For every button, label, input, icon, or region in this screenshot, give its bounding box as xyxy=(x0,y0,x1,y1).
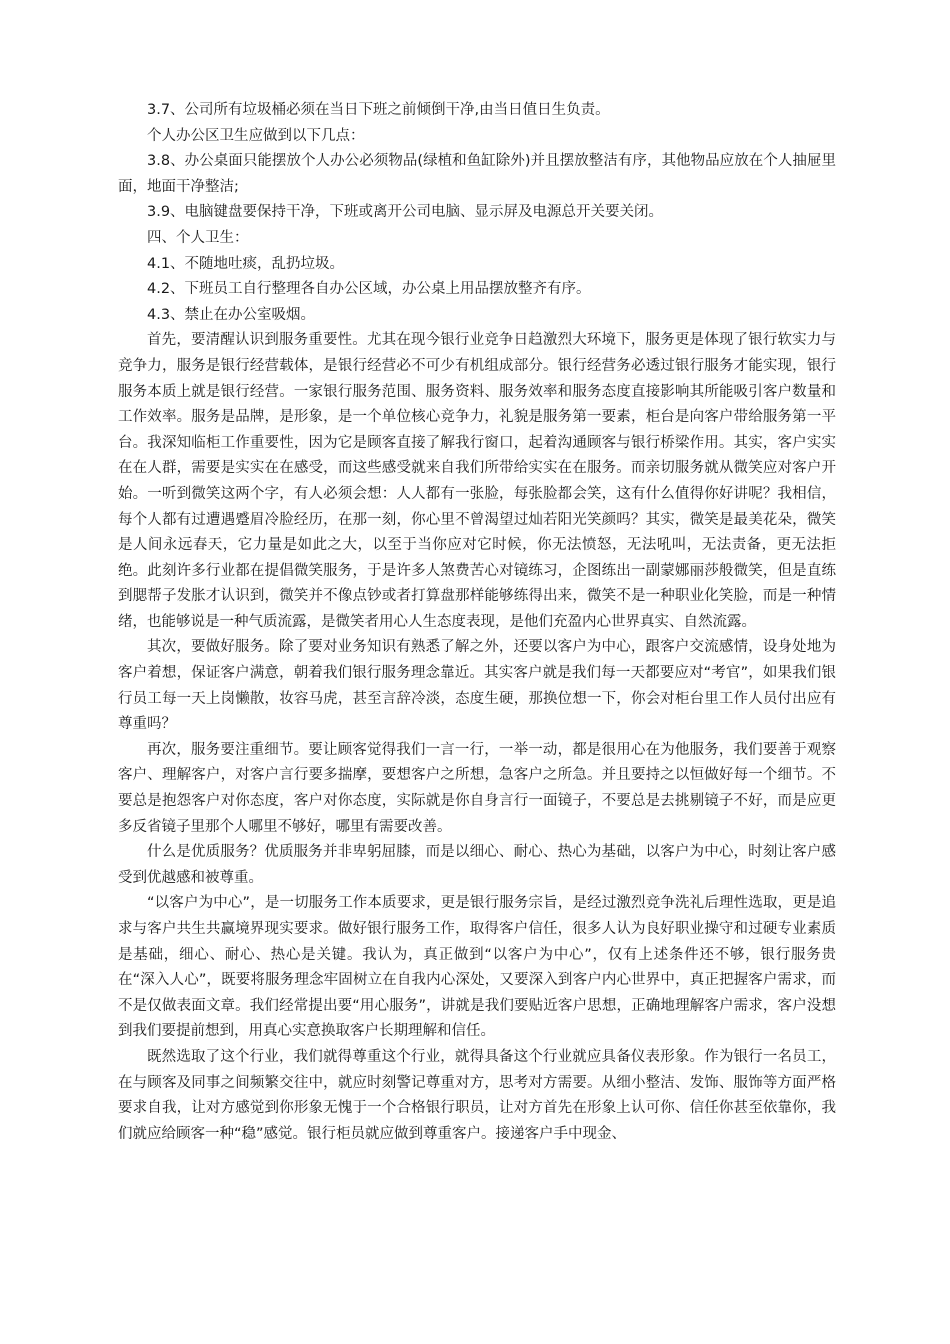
paragraph-do-good-service: 其次，要做好服务。除了要对业务知识有熟悉了解之外，还要以客户为中心，跟客户交流感情，设身处地为客户着想，保证客户满意，朝着我们银行服务理念靠近。其实客户就是我们每一天都要应对“考官”，如果我们银行员工每一天上岗懒散，妆容马虎，甚至言辞冷淡，态度生硬，那换位想一下，你会对柜台里工作人员付出应有尊重吗？ xyxy=(118,639,836,733)
paragraph-4-2: 4.2、下班员工自行整理各自办公区域，办公桌上用品摆放整齐有序。 xyxy=(147,281,591,298)
paragraph-service-importance: 首先，要清醒认识到服务重要性。尤其在现今银行业竞争日趋激烈大环境下，服务更是体现了银行软实力与竞争力，服务是银行经营载体，是银行经营必不可少有机组成部分。银行经营务必透过银行服务才能实现，银行服务本质上就是银行经营。一家银行服务范围、服务资料、服务效率和服务态度直接影响其所能吸引客户数量和工作效率。服务是品牌，是形象，是一个单位核心竞争力，礼貌是服务第一要素，柜台是向客户带给服务第一平台。我深知临柜工作重要性，因为它是顾客直接了解我行窗口，起着沟通顾客与银行桥梁作用。其实，客户实实在在人群，需要是实实在在感受，而这些感受就来自我们所带给实实在在服务。而亲切服务就从微笑应对客户开始。一听到微笑这两个字，有人必须会想：人人都有一张脸，每张脸都会笑，这有什么值得你好讲呢？我相信，每个人都有过遭遇蹙眉冷脸经历，在那一刻，你心里不曾渴望过灿若阳光笑颜吗？其实，微笑是最美花朵，微笑是人间永远春天，它力量是如此之大，以至于当你应对它时候，你无法愤怒，无法吼叫，无法责备，更无法拒绝。此刻许多行业都在提倡微笑服务，于是许多人煞费苦心对镜练习，企图练出一副蒙娜丽莎般微笑，但是直练到腮帮子发胀才认识到，微笑并不像点钞或者打算盘那样能够练得出来，微笑不是一种职业化笑脸，而是一种情绪，也能够说是一种气质流露，是微笑者用心人生态度表现，是他们充盈内心世界真实、自然流露。 xyxy=(118,332,836,630)
paragraph-customer-centered: “以客户为中心”，是一切服务工作本质要求，更是银行服务宗旨，是经过激烈竞争洗礼后理性选取，更是追求与客户共生共赢境界现实要求。做好银行服务工作，取得客户信任，很多人认为良好职业操守和过硬专业素质是基础，细心、耐心、热心是关键。我认为，真正做到“以客户为中心”，仅有上述条件还不够，银行服务贵在“深入人心”，既要将服务理念牢固树立在自我内心深处，又要深入到客户内心世界中，真正把握客户需求，而不是仅做表面文章。我们经常提出要“用心服务”，讲就是我们要贴近客户思想，正确地理解客户需求，客户没想到我们要提前想到，用真心实意换取客户长期理解和信任。 xyxy=(118,895,836,1040)
paragraph-quality-service: 什么是优质服务？优质服务并非卑躬屈膝，而是以细心、耐心、热心为基础，以客户为中心，时刻让客户感受到优越感和被尊重。 xyxy=(118,844,836,886)
section-heading-personal-hygiene: 四、个人卫生： xyxy=(147,229,249,246)
paragraph-4-3: 4.3、禁止在办公室吸烟。 xyxy=(147,306,316,323)
paragraph-3-7: 3.7、公司所有垃圾桶必须在当日下班之前倾倒干净,由当日值日生负责。 xyxy=(147,102,610,118)
paragraph-professional-image: 既然选取了这个行业，我们就得尊重这个行业，就得具备这个行业就应具备仪表形象。作为银行一名员工，在与顾客及同事之间频繁交往中，就应时刻警记尊重对方，思考对方需要。从细小整洁、发饰、服饰等方面严格要求自我，让对方感觉到你形象无愧于一个合格银行职员，让对方首先在形象上认可你、信任你甚至依靠你，我们就应给顾客一种“稳”感觉。银行柜员就应做到尊重客户。接递客户手中现金、 xyxy=(118,1048,836,1142)
paragraph-3-9: 3.9、电脑键盘要保持干净，下班或离开公司电脑、显示屏及电源总开关要关闭。 xyxy=(147,204,664,221)
paragraph-personal-office-heading: 个人办公区卫生应做到以下几点： xyxy=(147,127,365,144)
paragraph-service-details: 再次，服务要注重细节。要让顾客觉得我们一言一行，一举一动，都是很用心在为他服务，我们要善于观察客户、理解客户，对客户言行要多揣摩，要想客户之所想，急客户之所急。并且要持之以恒做好每一个细节。不要总是抱怨客户对你态度，客户对你态度，实际就是你自身言行一面镜子，不要总是去挑剔镜子不好，而是应更多反省镜子里那个人哪里不够好，哪里有需要改善。 xyxy=(118,741,836,835)
document-body xyxy=(118,98,836,1147)
paragraph-4-1: 4.1、不随地吐痰，乱扔垃圾。 xyxy=(147,255,345,272)
paragraph-3-8: 3.8、办公桌面只能摆放个人办公必须物品(绿植和鱼缸除外)并且摆放整洁有序，其他物品应放在个人抽屉里面，地面干净整洁; xyxy=(118,153,836,195)
